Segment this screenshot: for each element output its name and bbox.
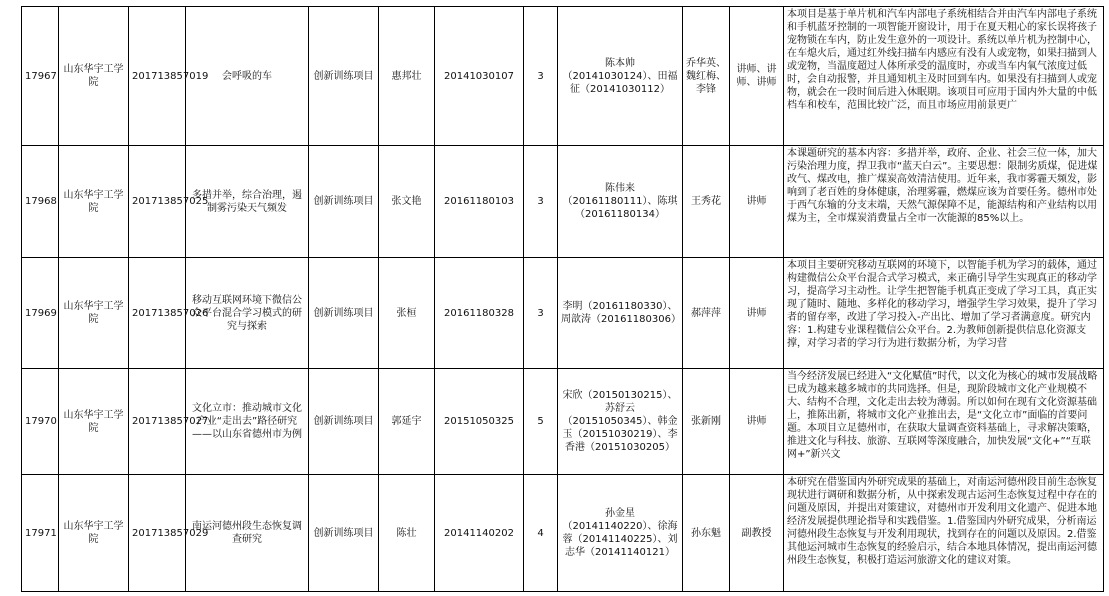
project-table xyxy=(21,6,1104,592)
members: 孙金星（20141140220）、徐海蓉（20141140225）、刘志华（20141140121） xyxy=(558,475,683,592)
member-count: 4 xyxy=(524,475,558,592)
project-description: 本项目是基于单片机和汽车内部电子系统相结合并由汽车内部电子系统和手机蓝牙控制的一项智能开窗设计，用于在夏天粗心的家长误将孩子宠物锁在车内，防止发生意外的一项设计。系统以单片机为控制中心，在车熄火后，通过红外线扫描车内感应有没有人或宠物，如果扫描到人或宠物，当温度超过人体所承受的温度时，亦或当车内氧气浓度过低时，会自动报警，并且通知机主及时回到车内。如果没有扫描到人或宠物，就会在一段时间后进入休眠期。该项目可应用于国内外大量的中低档车和校车，范围比较广泛，而且市场应用前景更广 xyxy=(784,7,1104,146)
project-code: 201713857027 xyxy=(129,369,186,475)
project-id: 17969 xyxy=(22,258,59,369)
school-name: 山东华宇工学院 xyxy=(59,146,129,258)
leader-name: 陈壮 xyxy=(379,475,435,592)
project-type: 创新训练项目 xyxy=(309,369,379,475)
school-name: 山东华宇工学院 xyxy=(59,7,129,146)
project-id: 17970 xyxy=(22,369,59,475)
advisor-name: 张新刚 xyxy=(683,369,730,475)
project-code: 201713857019 xyxy=(129,7,186,146)
project-id: 17967 xyxy=(22,7,59,146)
members: 李明（20161180330）、周歆涛（20161180306） xyxy=(558,258,683,369)
project-type: 创新训练项目 xyxy=(309,475,379,592)
table-row xyxy=(22,258,1104,369)
project-type: 创新训练项目 xyxy=(309,7,379,146)
table-row xyxy=(22,146,1104,258)
member-count: 3 xyxy=(524,146,558,258)
project-code: 201713857025 xyxy=(129,146,186,258)
advisor-name: 郝萍萍 xyxy=(683,258,730,369)
table-row xyxy=(22,475,1104,592)
leader-name: 惠邦壮 xyxy=(379,7,435,146)
project-title: 文化立市：推动城市文化产业“走出去”路径研究——以山东省德州市为例 xyxy=(186,369,309,475)
project-type: 创新训练项目 xyxy=(309,258,379,369)
project-code: 201713857026 xyxy=(129,258,186,369)
leader-id: 20161180328 xyxy=(435,258,524,369)
school-name: 山东华宇工学院 xyxy=(59,258,129,369)
leader-name: 郭延宇 xyxy=(379,369,435,475)
members: 陈本帅（20141030124）、田福征（20141030112） xyxy=(558,7,683,146)
advisor-title: 讲师 xyxy=(730,146,784,258)
table-row xyxy=(22,7,1104,146)
project-description: 当今经济发展已经进入“文化赋值”时代，以文化为核心的城市发展战略已成为越来越多城市的共同选择。但是，现阶段城市文化产业规模不大、结构不合理，文化走出去较为薄弱。所以如何在现有文化资源基础上，推陈出新，将城市文化产业推出去，是“文化立市”面临的首要问题。本项目立足德州市，在获取大量调查资料基础上，寻求解决策略，推进文化与科技、旅游、互联网等深度融合，加快发展“文化+”“互联网+”新兴文 xyxy=(784,369,1104,475)
project-description: 本研究在借鉴国内外研究成果的基础上，对南运河德州段目前生态恢复现状进行调研和数据分析，从中探索发现古运河生态恢复过程中存在的问题及原因，并提出对策建议，对德州市开发利用文化遗产、促进本地经济发展提供理论指导和实践借鉴。1.借鉴国内外研究成果，分析南运河德州段生态恢复与开发利用现状，找到存在的问题以及原因。2.借鉴其他运河城市生态恢复的经验启示，结合本地具体情况，提出南运河德州段生态恢复，积极打造运河旅游文化的建议对策。 xyxy=(784,475,1104,592)
advisor-title: 讲师 xyxy=(730,369,784,475)
leader-id: 20141030107 xyxy=(435,7,524,146)
project-description: 本项目主要研究移动互联网的环境下，以智能手机为学习的载体，通过构建微信公众平台混合式学习模式，来正确引导学生实现真正的移动学习，提高学习主动性。让学生把智能手机真正变成了学习工具，真正实现了随时、随地、多样化的移动学习，增强学生学习效果，提升了学习者的留存率，改进了学习投入-产出比、增加了学习者满意度。研究内容：1.构建专业课程微信公众平台。2.为教师创新提供信息化资源支撑，对学习者的学习行为进行数据分析，为学习营 xyxy=(784,258,1104,369)
project-id: 17968 xyxy=(22,146,59,258)
leader-id: 20161180103 xyxy=(435,146,524,258)
member-count: 3 xyxy=(524,7,558,146)
project-title: 会呼吸的车 xyxy=(186,7,309,146)
leader-id: 20151050325 xyxy=(435,369,524,475)
school-name: 山东华宇工学院 xyxy=(59,475,129,592)
advisor-name: 孙东魁 xyxy=(683,475,730,592)
advisor-name: 王秀花 xyxy=(683,146,730,258)
project-code: 201713857029 xyxy=(129,475,186,592)
project-type: 创新训练项目 xyxy=(309,146,379,258)
project-description: 本课题研究的基本内容：多措并举，政府、企业、社会三位一体，加大污染治理力度，捍卫我市“蓝天白云”。主要思想：限制劣质煤，促进煤改气、煤改电，推广煤炭高效清洁使用。近年来，我市雾霾天频发，影响到了老百姓的身体健康，治理雾霾，燃煤应该为首要任务。德州市处于西气东输的分支末端，天然气源保障不足，能源结构和产业结构以用煤为主，全市煤炭消费量占全市一次能源的85%以上。 xyxy=(784,146,1104,258)
leader-name: 张桓 xyxy=(379,258,435,369)
advisor-title: 讲师、讲师、讲师 xyxy=(730,7,784,146)
leader-id: 20141140202 xyxy=(435,475,524,592)
members: 陈伟来（20161180111）、陈琪（20161180134） xyxy=(558,146,683,258)
leader-name: 张文艳 xyxy=(379,146,435,258)
advisor-title: 副教授 xyxy=(730,475,784,592)
table-row xyxy=(22,369,1104,475)
advisor-name: 乔华英、魏红梅、李锋 xyxy=(683,7,730,146)
advisor-title: 讲师 xyxy=(730,258,784,369)
school-name: 山东华宇工学院 xyxy=(59,369,129,475)
project-title: 多措并举，综合治理，遏制雾污染天气频发 xyxy=(186,146,309,258)
members: 宋欣（20150130215）、苏舒云（20151050345）、韩金玉（20151030219）、李香港（20151030205） xyxy=(558,369,683,475)
project-title: 移动互联网环境下微信公众平台混合学习模式的研究与探索 xyxy=(186,258,309,369)
project-id: 17971 xyxy=(22,475,59,592)
member-count: 5 xyxy=(524,369,558,475)
member-count: 3 xyxy=(524,258,558,369)
project-title: 南运河德州段生态恢复调查研究 xyxy=(186,475,309,592)
